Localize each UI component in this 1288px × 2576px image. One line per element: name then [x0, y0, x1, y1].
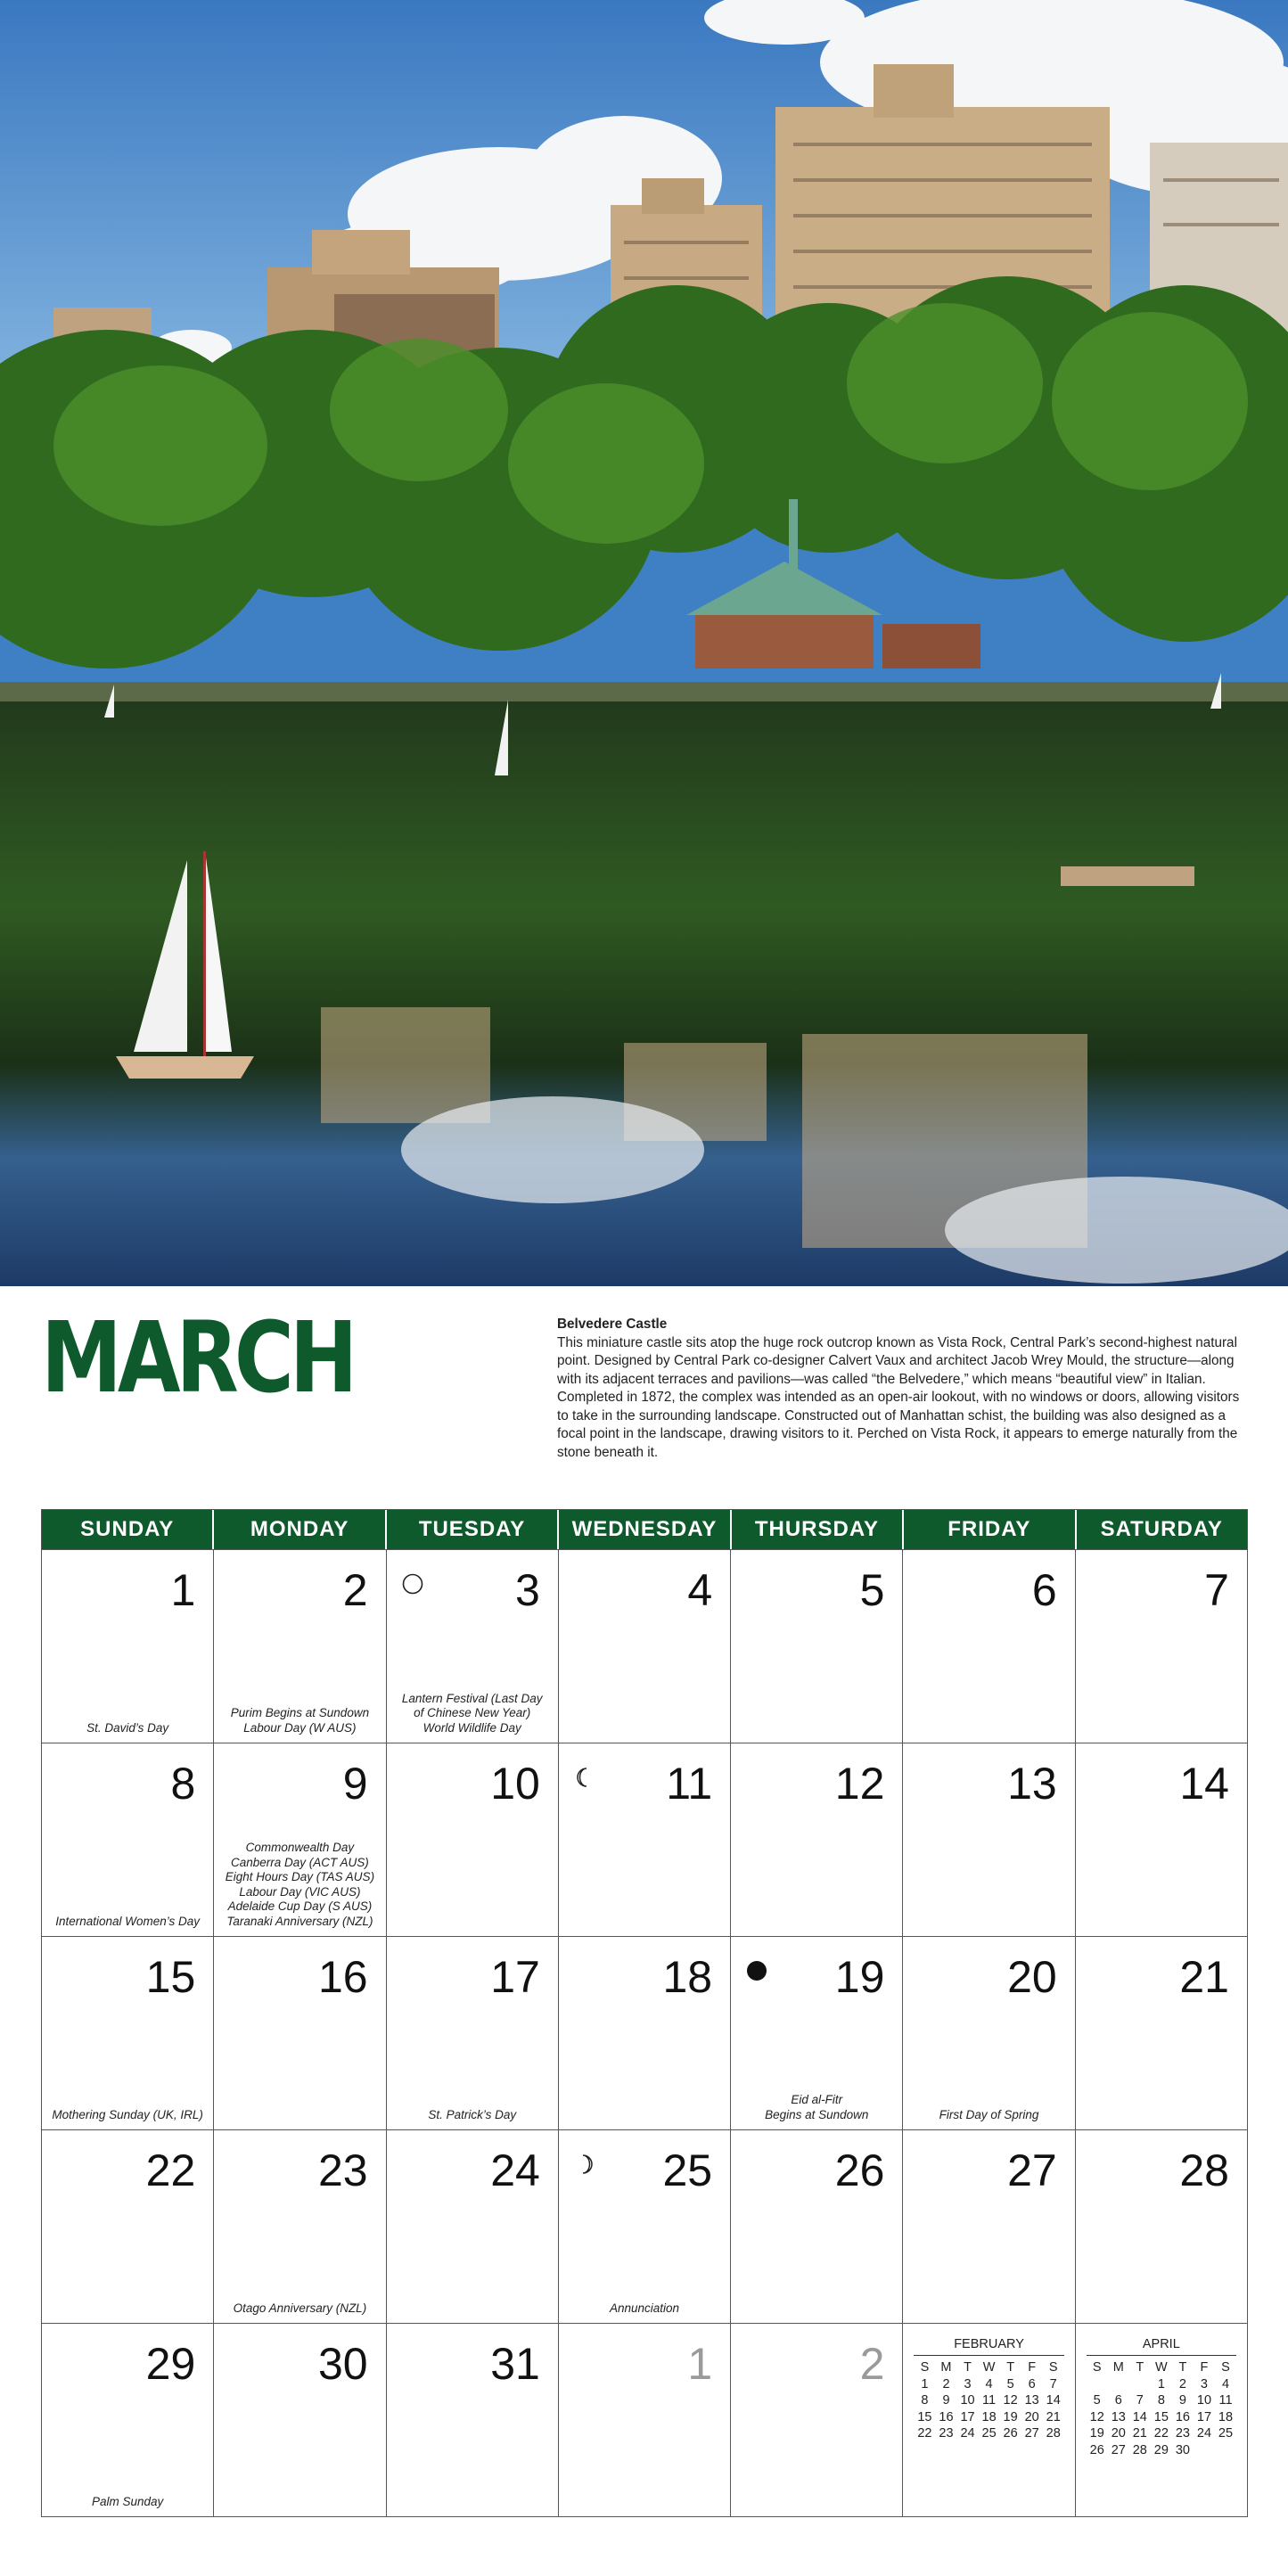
day-cell [903, 1743, 1075, 1936]
mini-weekday-letter: T [1006, 2360, 1015, 2375]
mini-calendar-week [1087, 2442, 1236, 2459]
mini-day: 2 [1178, 2376, 1186, 2391]
day-number: 25 [662, 2145, 713, 2195]
mini-calendar-week [914, 2376, 1063, 2393]
mini-day: 3 [964, 2376, 972, 2391]
holiday-text [217, 1706, 381, 1735]
week-row [42, 1549, 1247, 1743]
mini-day: 27 [1024, 2426, 1039, 2441]
holiday-line: Otago Anniversary (NZL) [233, 2301, 367, 2315]
week-row [42, 2129, 1247, 2323]
week-row [42, 1743, 1247, 1936]
day-cell [903, 2130, 1075, 2323]
day-number: 31 [490, 2339, 540, 2389]
duck-raft [1061, 866, 1194, 886]
mini-day [1087, 2376, 1108, 2393]
mini-day: 5 [1093, 2393, 1101, 2408]
weekday-tuesday: TUESDAY [387, 1510, 559, 1549]
mini-day: 15 [917, 2409, 932, 2424]
day-cell [214, 1550, 386, 1743]
day-cell [731, 2130, 903, 2323]
holiday-text [45, 1721, 209, 1736]
weekday-saturday: SATURDAY [1100, 1517, 1223, 1541]
day-number: 20 [1007, 1952, 1057, 2002]
mini-day: 9 [1178, 2393, 1186, 2408]
mini-day: 6 [1114, 2393, 1122, 2408]
holiday-line: Labour Day (VIC AUS) [239, 1884, 361, 1899]
mini-weekday-letter: W [982, 2360, 996, 2375]
day-number: 30 [317, 2339, 368, 2389]
day-number: 24 [490, 2145, 540, 2195]
mini-calendar-weekdays [914, 2359, 1063, 2376]
mini-weekday-letter: S [920, 2360, 930, 2375]
mini-weekday-letter: S [1048, 2360, 1058, 2375]
mini-weekday-letter: T [1178, 2360, 1187, 2375]
holiday-text [217, 2301, 381, 2317]
mini-day: 13 [1111, 2409, 1126, 2424]
mini-day: 16 [939, 2409, 954, 2424]
day-number: 7 [1204, 1565, 1229, 1615]
holiday-text [907, 2108, 1071, 2123]
weekday-header-row [42, 1510, 1247, 1549]
day-cell [42, 1550, 214, 1743]
mini-day: 1 [921, 2376, 929, 2391]
mini-day: 16 [1175, 2409, 1190, 2424]
mini-day: 27 [1111, 2442, 1126, 2457]
mini-day: 25 [1218, 2426, 1234, 2441]
holiday-line: Eight Hours Day (TAS AUS) [225, 1870, 375, 1883]
holiday-text [562, 2301, 726, 2317]
mini-day: 24 [960, 2426, 975, 2441]
mini-day [1194, 2442, 1215, 2459]
holiday-line: Canberra Day (ACT AUS) [231, 1855, 369, 1869]
mini-day: 4 [985, 2376, 993, 2391]
mini-day: 17 [1196, 2409, 1212, 2424]
day-cell [42, 1937, 214, 2129]
holiday-line: World Wildlife Day [422, 1720, 521, 1735]
day-cell-next-month [731, 2324, 903, 2516]
new-moon-icon [745, 1959, 768, 1982]
mini-calendar-cell-april [1076, 2324, 1247, 2516]
mini-day [1215, 2442, 1236, 2459]
mini-weekday-letter: M [1112, 2360, 1124, 2375]
day-number: 14 [1179, 1759, 1229, 1809]
holiday-line: Begins at Sundown [765, 2107, 869, 2121]
holiday-text [45, 2108, 209, 2123]
mini-day: 15 [1153, 2409, 1169, 2424]
weekday-friday: FRIDAY [904, 1510, 1076, 1549]
day-cell [731, 1550, 903, 1743]
mini-day: 9 [942, 2393, 950, 2408]
mini-day: 23 [939, 2426, 954, 2441]
mini-day: 22 [917, 2426, 932, 2441]
holiday-line: Taranaki Anniversary (NZL) [226, 1914, 373, 1928]
holiday-line: Commonwealth Day [245, 1841, 355, 1854]
day-cell [387, 2130, 559, 2323]
day-cell [214, 2130, 386, 2323]
holiday-line: Labour Day (W AUS) [243, 1720, 357, 1735]
day-cell [559, 1743, 731, 1936]
mini-weekday-letter: M [940, 2360, 952, 2375]
day-cell [214, 2324, 386, 2516]
mini-weekday-letter: F [1200, 2360, 1209, 2375]
day-cell [387, 1937, 559, 2129]
last-quarter-moon-icon [573, 1766, 596, 1789]
mini-day: 20 [1024, 2409, 1039, 2424]
day-cell [559, 2130, 731, 2323]
mini-calendar-week [1087, 2425, 1236, 2442]
mini-day: 3 [1200, 2376, 1208, 2391]
holiday-text [390, 2108, 554, 2123]
caption-title: Belvedere Castle [557, 1317, 668, 1332]
holiday-text [45, 1915, 209, 1930]
holiday-line: Eid al-Fitr [791, 2093, 843, 2106]
mini-day: 8 [921, 2393, 929, 2408]
mini-day: 1 [1157, 2376, 1165, 2391]
holiday-line: Purim Begins at Sundown [230, 1706, 370, 1719]
day-number: 29 [145, 2339, 196, 2389]
day-number: 19 [834, 1952, 885, 2002]
day-number: 17 [490, 1952, 540, 2002]
mini-day: 19 [1003, 2409, 1018, 2424]
weeks-container [42, 1549, 1247, 2516]
mini-day: 21 [1046, 2409, 1061, 2424]
mini-weekday-letter: S [1221, 2360, 1230, 2375]
day-number: 11 [666, 1759, 713, 1809]
mini-day: 24 [1196, 2426, 1212, 2441]
day-cell [559, 1550, 731, 1743]
mini-day: 4 [1221, 2376, 1230, 2391]
day-cell [42, 2130, 214, 2323]
day-number: 2 [859, 2339, 885, 2389]
mini-day: 7 [1136, 2393, 1144, 2408]
mini-calendar-weekdays [1087, 2359, 1236, 2376]
holiday-line: First Day of Spring [939, 2107, 1039, 2121]
day-number: 1 [170, 1565, 196, 1615]
mini-calendar-week [1087, 2376, 1236, 2393]
day-number: 23 [317, 2145, 368, 2195]
mini-day: 23 [1175, 2426, 1190, 2441]
mini-calendar-week [914, 2409, 1063, 2426]
week-row [42, 2323, 1247, 2516]
day-cell [387, 1550, 559, 1743]
day-cell [1076, 1743, 1247, 1936]
mini-day: 7 [1049, 2376, 1057, 2391]
mini-day: 12 [1089, 2409, 1104, 2424]
day-cell-next-month [559, 2324, 731, 2516]
mini-day: 25 [981, 2426, 997, 2441]
holiday-text [734, 2093, 898, 2122]
day-cell [214, 1743, 386, 1936]
caption-body: This miniature castle sits atop the huge rock outcrop known as Vista Rock, Central Park’s second-highest natural point. Designed by Central Park co-designer Calvert Vaux and architect Jacob Wrey Mould, the structure—along with its adjacent terraces and pavilions—was called “the Belvedere,” which means “beautiful view” in Italian. Completed in 1872, the complex was intended as an open-air lookout, with no windows or doors, allowing visitors to take in the surrounding landscape. Constructed out of Manhattan schist, the building was also designed as a focal point in the landscape, drawing visitors to it. Perched on Vista Rock, it appears to emerge naturally from the stone beneath it. [557, 1334, 1240, 1460]
day-cell [387, 1743, 559, 1936]
day-cell [903, 1937, 1075, 2129]
mini-day: 10 [960, 2393, 975, 2408]
mini-day: 19 [1089, 2426, 1104, 2441]
mini-day: 21 [1132, 2426, 1147, 2441]
day-number: 10 [490, 1759, 540, 1809]
holiday-line: Annunciation [609, 2301, 680, 2315]
day-cell [731, 1743, 903, 1936]
mini-calendar-april [1087, 2336, 1236, 2458]
mini-day: 26 [1089, 2442, 1104, 2457]
holiday-line: International Women’s Day [55, 1914, 201, 1928]
mini-day: 5 [1006, 2376, 1014, 2391]
day-number: 3 [515, 1565, 540, 1615]
mini-day: 14 [1046, 2393, 1061, 2408]
holiday-line: Palm Sunday [91, 2494, 164, 2508]
day-cell [214, 1937, 386, 2129]
mini-day: 8 [1157, 2393, 1165, 2408]
mini-day: 18 [1218, 2409, 1234, 2424]
mini-weekday-letter: S [1092, 2360, 1102, 2375]
holiday-text [45, 2495, 209, 2510]
month-title: MARCH [41, 1300, 354, 1415]
holiday-line: of Chinese New Year) [414, 1706, 531, 1719]
mini-calendar-title: FEBRUARY [914, 2336, 1063, 2356]
mini-day: 6 [1028, 2376, 1036, 2391]
mini-calendar-week [1087, 2409, 1236, 2426]
mini-day: 28 [1046, 2426, 1061, 2441]
day-number: 16 [317, 1952, 368, 2002]
full-moon-icon [401, 1572, 424, 1596]
mini-day: 10 [1196, 2393, 1212, 2408]
day-number: 21 [1179, 1952, 1229, 2002]
day-number: 6 [1031, 1565, 1057, 1615]
mini-day: 20 [1111, 2426, 1126, 2441]
mini-day: 29 [1153, 2442, 1169, 2457]
day-number: 5 [859, 1565, 885, 1615]
day-cell [731, 1937, 903, 2129]
day-cell [1076, 1937, 1247, 2129]
holiday-line: Lantern Festival (Last Day [401, 1691, 543, 1705]
photo-caption [557, 1316, 1243, 1462]
holiday-line: St. Patrick’s Day [428, 2107, 517, 2121]
calendar-grid [41, 1509, 1248, 2517]
mini-weekday-letter: T [1136, 2360, 1144, 2375]
day-cell [42, 2324, 214, 2516]
mini-calendar-week [914, 2425, 1063, 2442]
holiday-text [217, 1841, 381, 1929]
holiday-text [390, 1692, 554, 1736]
day-number: 8 [170, 1759, 196, 1809]
weekday-wednesday: WEDNESDAY [559, 1510, 731, 1549]
mini-day [1108, 2376, 1129, 2393]
mini-day: 11 [982, 2393, 997, 2408]
mini-day: 18 [981, 2409, 997, 2424]
day-cell [1076, 2130, 1247, 2323]
mini-day [1129, 2376, 1151, 2393]
mini-day: 17 [960, 2409, 975, 2424]
weekday-sunday: SUNDAY [42, 1510, 214, 1549]
mini-calendar-week [1087, 2392, 1236, 2409]
mini-day: 26 [1003, 2426, 1018, 2441]
mini-day: 13 [1024, 2393, 1039, 2408]
mini-calendar-cell-february [903, 2324, 1075, 2516]
holiday-line: Adelaide Cup Day (S AUS) [227, 1899, 373, 1913]
day-number: 26 [834, 2145, 885, 2195]
day-number: 15 [145, 1952, 196, 2002]
mini-day: 2 [942, 2376, 950, 2391]
day-cell [42, 1743, 214, 1936]
mini-day: 30 [1175, 2442, 1190, 2457]
day-cell [1076, 1550, 1247, 1743]
day-number: 1 [687, 2339, 713, 2389]
day-number: 13 [1007, 1759, 1057, 1809]
mini-day: 22 [1153, 2426, 1169, 2441]
day-number: 4 [687, 1565, 713, 1615]
mini-day: 28 [1132, 2442, 1147, 2457]
mini-weekday-letter: W [1155, 2360, 1168, 2375]
mini-calendar-week [914, 2392, 1063, 2409]
day-cell [387, 2324, 559, 2516]
mini-weekday-letter: T [964, 2360, 972, 2375]
day-cell [903, 1550, 1075, 1743]
day-number: 9 [342, 1759, 368, 1809]
mini-day: 11 [1218, 2393, 1233, 2408]
day-cell [559, 1937, 731, 2129]
header-photo [0, 0, 1288, 1286]
holiday-line: St. David’s Day [86, 1720, 169, 1735]
day-number: 27 [1007, 2145, 1057, 2195]
weekday-thursday: THURSDAY [732, 1510, 904, 1549]
mini-weekday-letter: F [1028, 2360, 1037, 2375]
day-number: 22 [145, 2145, 196, 2195]
mini-day: 14 [1132, 2409, 1147, 2424]
day-number: 2 [342, 1565, 368, 1615]
mini-day: 12 [1003, 2393, 1018, 2408]
mini-calendar-title: APRIL [1087, 2336, 1236, 2356]
holiday-line: Mothering Sunday (UK, IRL) [52, 2107, 203, 2121]
weekday-monday: MONDAY [214, 1510, 386, 1549]
day-number: 18 [662, 1952, 713, 2002]
mini-calendar-february [914, 2336, 1063, 2442]
day-number: 28 [1179, 2145, 1229, 2195]
first-quarter-moon-icon [573, 2153, 596, 2176]
week-row [42, 1936, 1247, 2129]
day-number: 12 [834, 1759, 885, 1809]
